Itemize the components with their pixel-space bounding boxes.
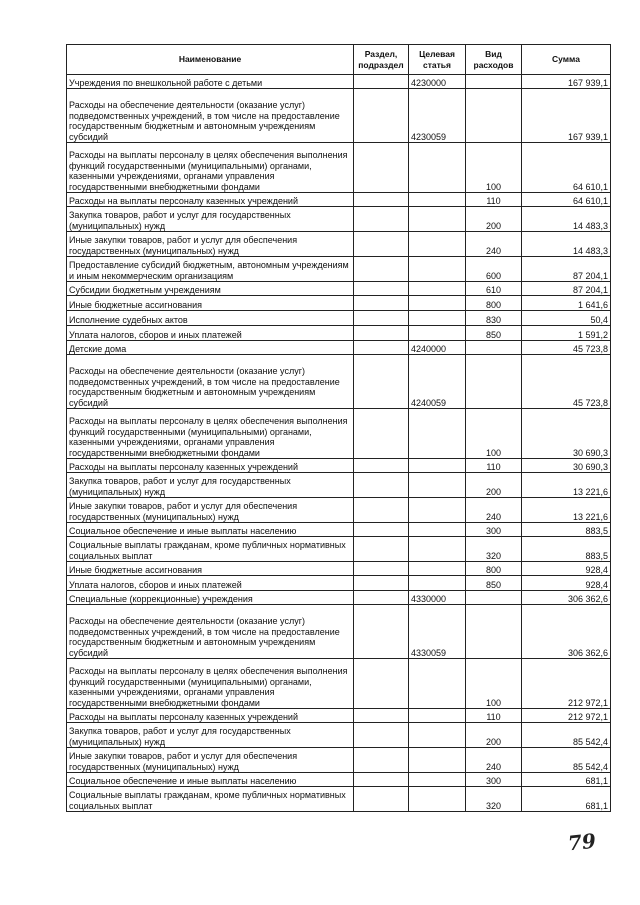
table-row <box>67 257 611 282</box>
row-target: 4230059 <box>409 89 466 143</box>
row-name: Детские дома <box>67 341 354 355</box>
row-type <box>466 89 522 143</box>
row-target <box>409 576 466 591</box>
row-name: Закупка товаров, работ и услуг для государственных (муниципальных) нужд <box>67 207 354 232</box>
table-row <box>67 498 611 523</box>
row-name: Иные закупки товаров, работ и услуг для обеспечения государственных (муниципальных) нужд <box>67 498 354 523</box>
row-sum: 306 362,6 <box>522 605 611 659</box>
row-type: 240 <box>466 748 522 773</box>
row-section <box>354 355 409 409</box>
row-type <box>466 355 522 409</box>
table-row <box>67 409 611 459</box>
row-sum: 87 204,1 <box>522 257 611 282</box>
row-sum: 883,5 <box>522 537 611 562</box>
row-type <box>466 75 522 89</box>
row-name: Расходы на обеспечение деятельности (оказание услуг) подведомственных учреждений, в том числе на предоставление государственным бюджетным и автономным учреждениям субсидий <box>67 89 354 143</box>
row-sum: 30 690,3 <box>522 459 611 473</box>
table-row <box>67 326 611 341</box>
table-row <box>67 89 611 143</box>
table-row <box>67 591 611 605</box>
table-row <box>67 75 611 89</box>
row-section <box>354 773 409 787</box>
table-row <box>67 459 611 473</box>
table-row <box>67 787 611 812</box>
row-name: Специальные (коррекционные) учреждения <box>67 591 354 605</box>
row-sum: 212 972,1 <box>522 659 611 709</box>
row-target <box>409 562 466 576</box>
budget-table <box>66 44 611 812</box>
table-row <box>67 748 611 773</box>
row-section <box>354 537 409 562</box>
row-sum: 167 939,1 <box>522 75 611 89</box>
row-target <box>409 773 466 787</box>
row-target <box>409 143 466 193</box>
row-sum: 13 221,6 <box>522 473 611 498</box>
row-type: 800 <box>466 296 522 311</box>
row-type: 850 <box>466 576 522 591</box>
row-type: 320 <box>466 537 522 562</box>
header-name: Наименование <box>67 45 354 75</box>
table-row <box>67 773 611 787</box>
row-name: Расходы на обеспечение деятельности (оказание услуг) подведомственных учреждений, в том числе на предоставление государственным бюджетным и автономным учреждениям субсидий <box>67 355 354 409</box>
row-section <box>354 282 409 296</box>
row-type: 610 <box>466 282 522 296</box>
row-sum: 45 723,8 <box>522 355 611 409</box>
row-target <box>409 296 466 311</box>
row-target <box>409 459 466 473</box>
table-row <box>67 709 611 723</box>
row-type: 200 <box>466 723 522 748</box>
header-section: Раздел, подраздел <box>354 45 409 75</box>
row-sum: 45 723,8 <box>522 341 611 355</box>
row-target <box>409 409 466 459</box>
row-section <box>354 498 409 523</box>
row-sum: 14 483,3 <box>522 207 611 232</box>
row-type: 830 <box>466 311 522 326</box>
row-sum: 85 542,4 <box>522 748 611 773</box>
row-target <box>409 723 466 748</box>
row-name: Учреждения по внешкольной работе с детьми <box>67 75 354 89</box>
row-type: 100 <box>466 143 522 193</box>
row-type <box>466 591 522 605</box>
row-section <box>354 723 409 748</box>
table-row <box>67 193 611 207</box>
table-row <box>67 282 611 296</box>
row-type: 850 <box>466 326 522 341</box>
row-name: Уплата налогов, сборов и иных платежей <box>67 576 354 591</box>
row-name: Закупка товаров, работ и услуг для государственных (муниципальных) нужд <box>67 723 354 748</box>
table-row <box>67 723 611 748</box>
row-sum: 883,5 <box>522 523 611 537</box>
row-name: Иные бюджетные ассигнования <box>67 296 354 311</box>
row-name: Социальное обеспечение и иные выплаты населению <box>67 523 354 537</box>
row-target <box>409 498 466 523</box>
row-target <box>409 787 466 812</box>
row-target <box>409 709 466 723</box>
row-target: 4330059 <box>409 605 466 659</box>
row-sum: 87 204,1 <box>522 282 611 296</box>
row-type: 200 <box>466 473 522 498</box>
row-target <box>409 326 466 341</box>
table-row <box>67 341 611 355</box>
row-target <box>409 659 466 709</box>
table-row <box>67 537 611 562</box>
row-sum: 30 690,3 <box>522 409 611 459</box>
row-name: Предоставление субсидий бюджетным, автономным учреждениям и иным некоммерческим организациям <box>67 257 354 282</box>
row-section <box>354 207 409 232</box>
row-name: Расходы на обеспечение деятельности (оказание услуг) подведомственных учреждений, в том числе на предоставление государственным бюджетным и автономным учреждениям субсидий <box>67 605 354 659</box>
row-type: 110 <box>466 459 522 473</box>
row-target <box>409 311 466 326</box>
row-type: 110 <box>466 193 522 207</box>
row-name: Расходы на выплаты персоналу в целях обеспечения выполнения функций государственными (муниципальными) органами, казенными учреждениями, органами управления государственными внебюджетными фондами <box>67 409 354 459</box>
row-section <box>354 326 409 341</box>
table-row <box>67 473 611 498</box>
row-section <box>354 605 409 659</box>
row-target <box>409 473 466 498</box>
header-target: Целевая статья <box>409 45 466 75</box>
row-section <box>354 659 409 709</box>
row-section <box>354 591 409 605</box>
row-name: Субсидии бюджетным учреждениям <box>67 282 354 296</box>
row-section <box>354 232 409 257</box>
row-name: Социальные выплаты гражданам, кроме публичных нормативных социальных выплат <box>67 787 354 812</box>
header-sum: Сумма <box>522 45 611 75</box>
page-number: 79 <box>566 828 598 856</box>
row-target: 4240059 <box>409 355 466 409</box>
table-row <box>67 562 611 576</box>
row-type <box>466 341 522 355</box>
row-type: 200 <box>466 207 522 232</box>
row-name: Иные бюджетные ассигнования <box>67 562 354 576</box>
row-target <box>409 257 466 282</box>
row-sum: 928,4 <box>522 562 611 576</box>
row-sum: 681,1 <box>522 787 611 812</box>
row-sum: 212 972,1 <box>522 709 611 723</box>
row-sum: 85 542,4 <box>522 723 611 748</box>
header-row <box>67 45 611 75</box>
row-sum: 167 939,1 <box>522 89 611 143</box>
row-name: Расходы на выплаты персоналу казенных учреждений <box>67 193 354 207</box>
row-target: 4240000 <box>409 341 466 355</box>
row-section <box>354 311 409 326</box>
row-sum: 681,1 <box>522 773 611 787</box>
row-section <box>354 576 409 591</box>
row-section <box>354 748 409 773</box>
row-sum: 64 610,1 <box>522 143 611 193</box>
row-sum: 13 221,6 <box>522 498 611 523</box>
row-section <box>354 787 409 812</box>
row-sum: 14 483,3 <box>522 232 611 257</box>
row-name: Расходы на выплаты персоналу в целях обеспечения выполнения функций государственными (муниципальными) органами, казенными учреждениями, органами управления государственными внебюджетными фондами <box>67 659 354 709</box>
table-row <box>67 232 611 257</box>
row-name: Расходы на выплаты персоналу казенных учреждений <box>67 459 354 473</box>
table-row <box>67 311 611 326</box>
row-type: 320 <box>466 787 522 812</box>
table-row <box>67 207 611 232</box>
row-name: Расходы на выплаты персоналу казенных учреждений <box>67 709 354 723</box>
row-name: Расходы на выплаты персоналу в целях обеспечения выполнения функций государственными (муниципальными) органами, казенными учреждениями, органами управления государственными внебюджетными фондами <box>67 143 354 193</box>
row-section <box>354 193 409 207</box>
row-name: Уплата налогов, сборов и иных платежей <box>67 326 354 341</box>
row-type: 100 <box>466 409 522 459</box>
row-section <box>354 473 409 498</box>
row-section <box>354 523 409 537</box>
row-target <box>409 748 466 773</box>
row-sum: 1 591,2 <box>522 326 611 341</box>
row-section <box>354 459 409 473</box>
row-section <box>354 143 409 193</box>
row-target <box>409 207 466 232</box>
row-name: Социальное обеспечение и иные выплаты населению <box>67 773 354 787</box>
header-type: Вид расходов <box>466 45 522 75</box>
row-sum: 1 641,6 <box>522 296 611 311</box>
row-type: 110 <box>466 709 522 723</box>
table-row <box>67 605 611 659</box>
row-target: 4330000 <box>409 591 466 605</box>
table-row <box>67 355 611 409</box>
row-section <box>354 296 409 311</box>
row-section <box>354 709 409 723</box>
row-section <box>354 75 409 89</box>
row-type: 600 <box>466 257 522 282</box>
row-name: Исполнение судебных актов <box>67 311 354 326</box>
row-type: 240 <box>466 498 522 523</box>
row-type: 100 <box>466 659 522 709</box>
row-section <box>354 257 409 282</box>
row-type: 300 <box>466 523 522 537</box>
row-name: Социальные выплаты гражданам, кроме публичных нормативных социальных выплат <box>67 537 354 562</box>
row-target <box>409 537 466 562</box>
table-row <box>67 576 611 591</box>
row-name: Закупка товаров, работ и услуг для государственных (муниципальных) нужд <box>67 473 354 498</box>
row-target <box>409 193 466 207</box>
row-name: Иные закупки товаров, работ и услуг для обеспечения государственных (муниципальных) нужд <box>67 748 354 773</box>
row-section <box>354 341 409 355</box>
row-type: 800 <box>466 562 522 576</box>
row-sum: 306 362,6 <box>522 591 611 605</box>
table-row <box>67 523 611 537</box>
row-type: 240 <box>466 232 522 257</box>
row-target <box>409 232 466 257</box>
row-section <box>354 409 409 459</box>
row-target: 4230000 <box>409 75 466 89</box>
row-sum: 64 610,1 <box>522 193 611 207</box>
table-header <box>67 45 611 75</box>
row-type: 300 <box>466 773 522 787</box>
row-section <box>354 89 409 143</box>
row-name: Иные закупки товаров, работ и услуг для обеспечения государственных (муниципальных) нужд <box>67 232 354 257</box>
table-row <box>67 143 611 193</box>
row-section <box>354 562 409 576</box>
table-row <box>67 659 611 709</box>
row-target <box>409 523 466 537</box>
table-body <box>67 75 611 812</box>
row-type <box>466 605 522 659</box>
row-sum: 50,4 <box>522 311 611 326</box>
row-target <box>409 282 466 296</box>
table-row <box>67 296 611 311</box>
row-sum: 928,4 <box>522 576 611 591</box>
